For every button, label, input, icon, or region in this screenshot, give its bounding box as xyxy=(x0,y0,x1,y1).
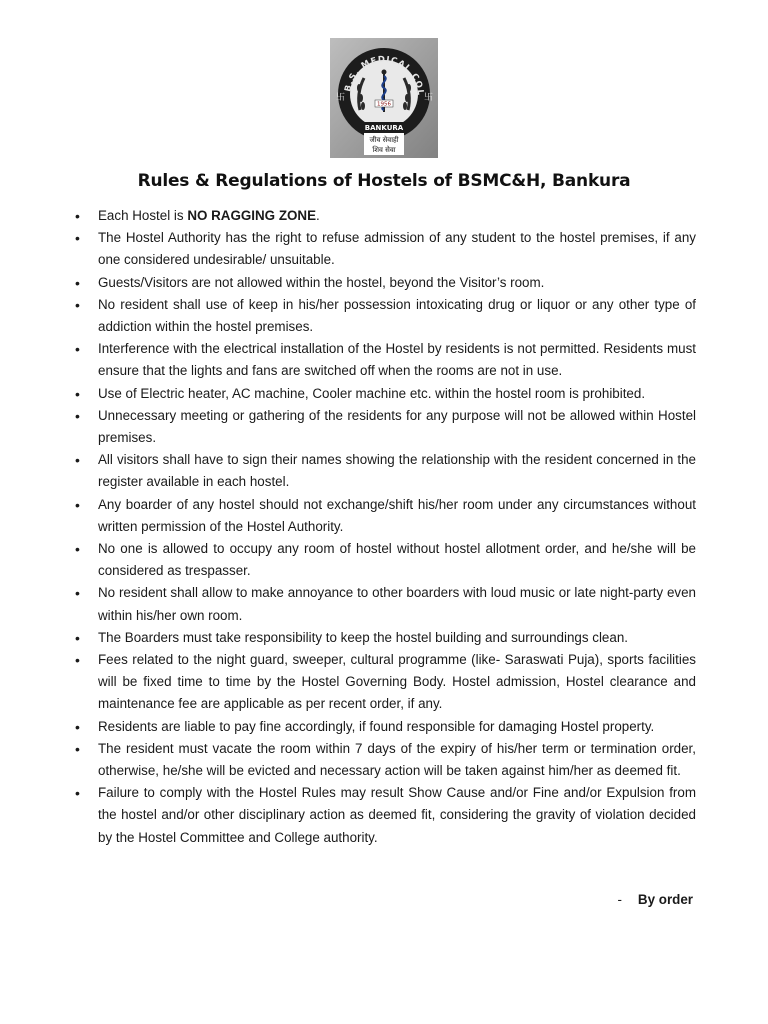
list-item: • The Hostel Authority has the right to refuse admission of any student to the hostel premises, if any one considered undesirable/ unsuitable. xyxy=(70,227,696,271)
svg-text:B.S. MEDICAL COLLEGE: B.S. MEDICAL COL xyxy=(343,54,426,97)
by-order-label: By order xyxy=(637,892,693,907)
list-item: • Any boarder of any hostel should not exchange/shift his/her room under any circumstances without written permission of the Hostel Authority. xyxy=(70,494,696,538)
list-item: • No resident shall use of keep in his/her possession intoxicating drug or liquor or any other type of addiction within the hostel premises. xyxy=(70,294,696,338)
list-item: • Unnecessary meeting or gathering of the residents for any purpose will not be allowed within Hostel premises. xyxy=(70,405,696,449)
list-item: • Use of Electric heater, AC machine, Cooler machine etc. within the hostel room is prohibited. xyxy=(70,383,696,405)
list-item: • Each Hostel is NO RAGGING ZONE. xyxy=(70,205,696,227)
page-title: Rules & Regulations of Hostels of BSMC&H, Bankura xyxy=(137,171,631,191)
list-item: • The resident must vacate the room within 7 days of the expiry of his/her term or termination order, otherwise, he/she will be evicted and necessary action will be taken against him/her as deemed fit. xyxy=(70,738,696,782)
list-item: • No resident shall allow to make annoyance to other boarders with loud music or late night-party even within his/her own room. xyxy=(70,582,696,626)
list-item: • Failure to comply with the Hostel Rules may result Show Cause and/or Fine and/or Expulsion from the hostel and/or other disciplinary action as deemed fit, considering the gravity of violation decided by the Hostel Committee and College authority. xyxy=(70,782,696,849)
signoff-dash: - xyxy=(617,892,622,907)
no-ragging-emphasis: NO RAGGING ZONE xyxy=(187,208,317,223)
logo-motto-1: जीव सेवाही xyxy=(369,136,399,144)
svg-text:卐: 卐 xyxy=(424,93,434,103)
signoff xyxy=(617,892,693,907)
list-item: • All visitors shall have to sign their names showing the relationship with the resident concerned in the register available in each hostel. xyxy=(70,449,696,493)
logo-motto-2: शिव सेवा xyxy=(372,146,396,154)
list-item: • Interference with the electrical installation of the Hostel by residents is not permitted. Residents must ensure that the lights and fans are switched off when the rooms are not in use. xyxy=(70,338,696,382)
logo-place: BANKURA xyxy=(364,124,404,132)
list-item: • Residents are liable to pay fine accordingly, if found responsible for damaging Hostel property. xyxy=(70,716,696,738)
rules-list xyxy=(70,205,696,849)
college-logo xyxy=(330,38,438,158)
list-item: • No one is allowed to occupy any room of hostel without hostel allotment order, and he/she will be considered as trespasser. xyxy=(70,538,696,582)
college-seal-icon xyxy=(330,38,438,158)
svg-text:卐: 卐 xyxy=(336,93,346,103)
list-item: • Fees related to the night guard, sweeper, cultural programme (like- Saraswati Puja), sports facilities will be fixed time to time by the Hostel Governing Body. Hostel admission, Hostel clearance and maintenance fee are applicable as per recent order, if any. xyxy=(70,649,696,716)
logo-year: 1956 xyxy=(377,101,391,108)
list-item: • Guests/Visitors are not allowed within the hostel, beyond the Visitor’s room. xyxy=(70,272,696,294)
list-item: • The Boarders must take responsibility to keep the hostel building and surroundings clean. xyxy=(70,627,696,649)
